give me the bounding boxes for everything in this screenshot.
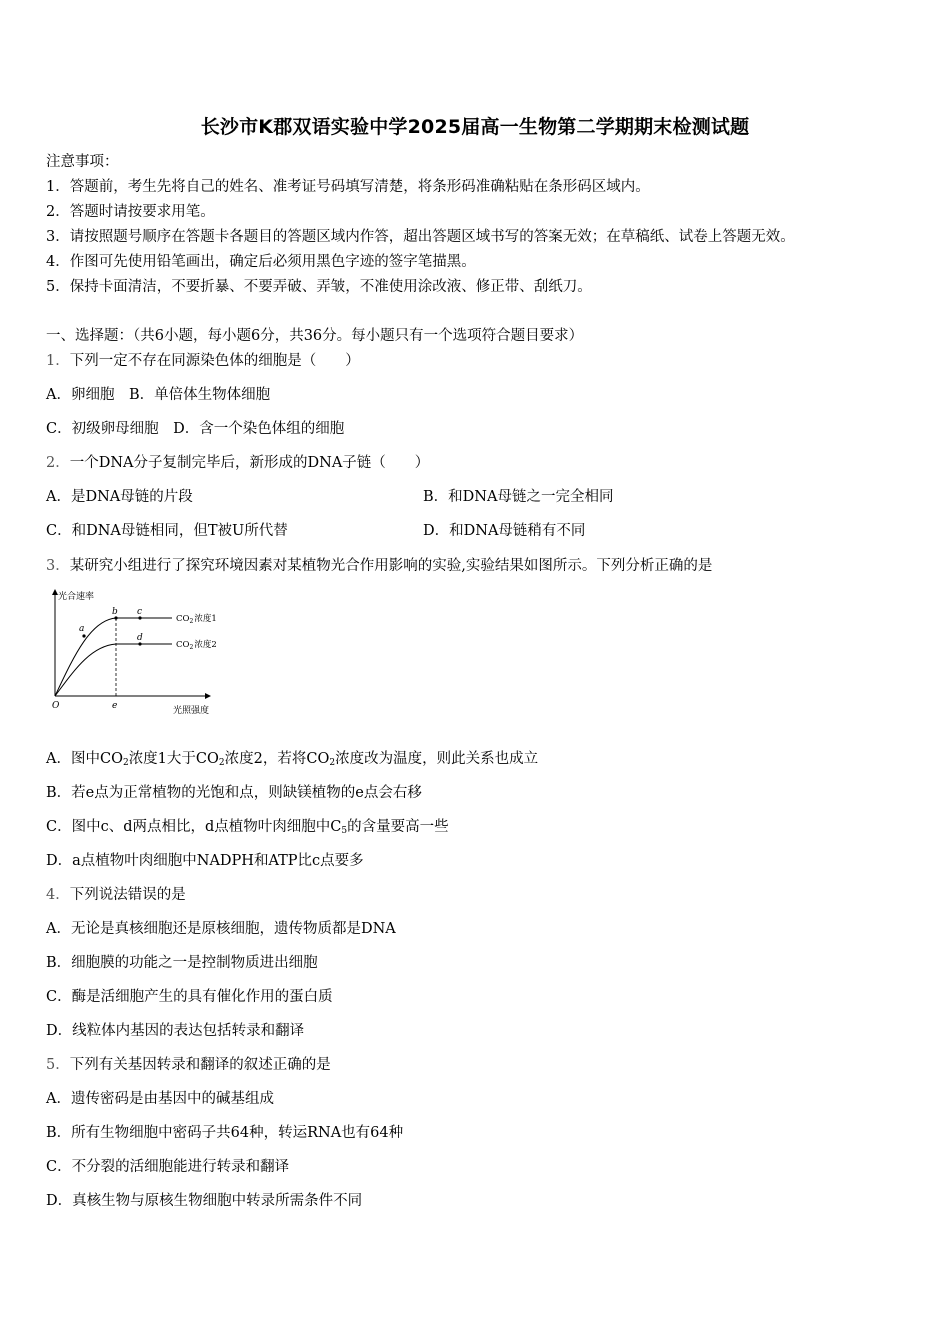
q4-option-b[interactable]: B．细胞膜的功能之一是控制物质进出细胞: [46, 955, 318, 971]
question-number: 1．: [46, 353, 70, 369]
q2-option-d[interactable]: D．和DNA母链稍有不同: [423, 523, 586, 539]
question-number: 4．: [46, 887, 70, 903]
q4-option-a[interactable]: A．无论是真核细胞还是原核细胞，遗传物质都是DNA: [46, 921, 396, 937]
q5-option-a[interactable]: A．遗传密码是由基因中的碱基组成: [46, 1091, 274, 1107]
q2-options-row-2: [46, 522, 906, 540]
question-number: 5．: [46, 1057, 70, 1073]
q4-option-c[interactable]: C．酶是活细胞产生的具有催化作用的蛋白质: [46, 989, 333, 1005]
q2-option-a[interactable]: A．是DNA母链的片段: [46, 489, 193, 505]
x-axis-label: 光照强度: [173, 706, 210, 716]
page-title: 长沙市K郡双语实验中学2025届高一生物第二学期期末检测试题: [200, 116, 750, 138]
notice-item-1: 1．答题前，考生先将自己的姓名、准考证号码填写清楚，将条形码准确粘贴在条形码区域内。: [46, 179, 650, 195]
notice-item-4: 4．作图可先使用铅笔画出，确定后必须用黑色字迹的签字笔描黑。: [46, 254, 476, 270]
photosynthesis-chart: [40, 586, 240, 720]
notice-item-3: 3．请按照题号顺序在答题卡各题目的答题区域内作答，超出答题区域书写的答案无效；在草稿纸、试卷上答题无效。: [46, 229, 795, 245]
q3-option-d[interactable]: D．a点植物叶肉细胞中NADPH和ATP比c点要多: [46, 853, 364, 869]
notice-heading: 注意事项：: [46, 154, 119, 170]
question-stem: 下列说法错误的是: [69, 887, 186, 903]
question-stem: 某研究小组进行了探究环境因素对某植物光合作用影响的实验,实验结果如图所示。下列分析正确的是: [69, 558, 713, 574]
x-tick-e: e: [112, 701, 118, 711]
question-stem: 下列有关基因转录和翻译的叙述正确的是: [69, 1057, 331, 1073]
series-1-line: [55, 618, 172, 696]
notice-item-2: 2．答题时请按要求用笔。: [46, 204, 215, 220]
q5-option-b[interactable]: B．所有生物细胞中密码子共64种，转运RNA也有64种: [46, 1125, 404, 1141]
point-label-a: a: [79, 624, 85, 634]
notice-item-5: 5．保持卡面清洁，不要折暴、不要弄破、弄皱，不准使用涂改液、修正带、刮纸刀。: [46, 279, 592, 295]
point-label-b: b: [112, 607, 118, 617]
point-a: [82, 634, 85, 637]
point-label-d: d: [137, 633, 143, 643]
section-heading: 一、选择题：（共6小题，每小题6分，共36分。每小题只有一个选项符合题目要求）: [46, 328, 584, 344]
question-1: [46, 352, 360, 370]
q3-option-c[interactable]: C．图中c、d两点相比，d点植物叶肉细胞中$C_5$的含量要高一些: [46, 819, 449, 836]
question-number: 2．: [46, 455, 70, 471]
q3-option-a[interactable]: A．图中$CO_2$浓度1大于$CO_2$浓度2，若将$CO_2$浓度改为温度，则此关系也成立: [46, 751, 539, 768]
q1-options-row-2[interactable]: C．初级卵母细胞 D．含一个染色体组的细胞: [46, 421, 345, 437]
q5-option-c[interactable]: C．不分裂的活细胞能进行转录和翻译: [46, 1159, 290, 1175]
point-label-c: c: [137, 607, 143, 617]
question-stem: 一个DNA分子复制完毕后，新形成的DNA子链（ ）: [69, 455, 430, 471]
legend-series-2: $CO_2$浓度2: [176, 640, 217, 651]
question-4: [46, 886, 186, 904]
q1-options-row-1[interactable]: A．卵细胞 B．单倍体生物体细胞: [46, 387, 271, 403]
q2-options-row-1: [46, 488, 906, 506]
question-5: [46, 1056, 331, 1074]
q2-option-c[interactable]: C．和DNA母链相同，但T被U所代替: [46, 523, 288, 539]
q2-option-b[interactable]: B．和DNA母链之一完全相同: [423, 489, 614, 505]
q5-option-d[interactable]: D．真核生物与原核生物细胞中转录所需条件不同: [46, 1193, 363, 1209]
series-2-line: [55, 644, 172, 696]
origin-label: O: [52, 701, 60, 711]
q4-option-d[interactable]: D．线粒体内基因的表达包括转录和翻译: [46, 1023, 305, 1039]
question-2: [46, 454, 429, 472]
q3-option-b[interactable]: B．若e点为正常植物的光饱和点，则缺镁植物的e点会右移: [46, 785, 422, 801]
question-number: 3．: [46, 558, 70, 574]
question-3: [46, 557, 712, 575]
legend-series-1: $CO_2$浓度1: [176, 614, 217, 625]
question-stem: 下列一定不存在同源染色体的细胞是（ ）: [69, 353, 360, 369]
y-axis-label: 光合速率: [58, 592, 95, 602]
